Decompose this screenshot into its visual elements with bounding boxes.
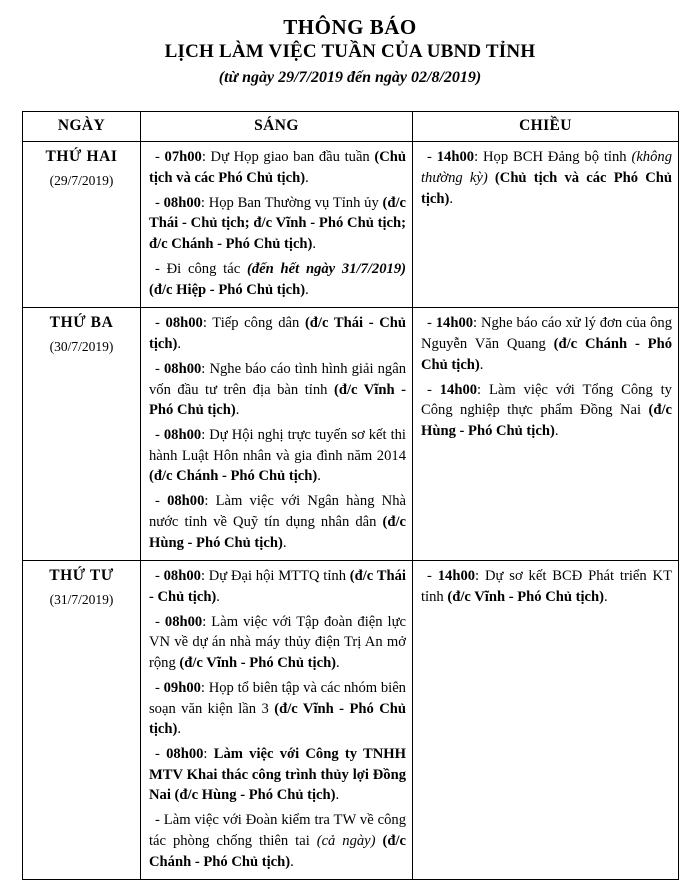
- entry-text: -: [427, 568, 438, 585]
- entry-text: .: [336, 655, 340, 672]
- entry-text: (đến hết ngày 31/7/2019): [246, 260, 406, 277]
- column-header-day: NGÀY: [23, 112, 141, 142]
- page-title: THÔNG BÁO: [283, 15, 417, 39]
- entry-text: : Họp BCH Đảng bộ tỉnh: [474, 149, 632, 166]
- entry-text: (đ/c Vĩnh - Phó Chủ tịch): [447, 588, 604, 605]
- schedule-entry: [421, 380, 672, 442]
- schedule-entry: [149, 744, 406, 806]
- entry-text: -: [155, 315, 166, 332]
- entry-text: [376, 833, 383, 849]
- schedule-entry: [149, 147, 406, 188]
- entry-text: -: [155, 149, 165, 166]
- entry-text: .: [305, 281, 309, 298]
- schedule-table: [22, 111, 679, 880]
- page-subtitle: LỊCH LÀM VIỆC TUẦN CỦA UBND TỈNH: [164, 41, 536, 63]
- entry-text: .: [335, 787, 340, 804]
- entry-text: (đ/c Thái - Chủ tịch): [149, 315, 406, 353]
- entry-text: : Làm việc với Ngân hàng Nhà nước tỉnh về Quỹ tín dụng nhân dân: [149, 493, 406, 530]
- entry-text: : Dự sơ kết BCĐ Phát triển KT tỉnh: [421, 568, 672, 605]
- entry-text: - Làm việc với Đoàn kiểm tra TW về công tác phòng chống thiên tai: [149, 812, 406, 849]
- column-header-afternoon: CHIỀU: [413, 112, 679, 142]
- entry-text: (đ/c Vĩnh - Phó Chủ tịch): [179, 655, 337, 672]
- entry-text: (đ/c Hiệp - Phó Chủ tịch): [149, 281, 306, 298]
- entry-text: .: [449, 190, 454, 207]
- day-date: (31/7/2019): [49, 591, 114, 607]
- entry-text: -: [427, 149, 437, 166]
- entry-text: : Tiếp công dân: [202, 315, 305, 332]
- schedule-entry: [149, 425, 406, 487]
- entry-text: : Nghe báo cáo tình hình giải ngân vốn đầu tư trên địa bàn tỉnh: [149, 360, 406, 398]
- entry-text: 14h00: [437, 568, 476, 585]
- table-row: [23, 308, 679, 561]
- entry-text: 08h00: [166, 746, 204, 763]
- entry-text: 14h00: [435, 315, 474, 332]
- morning-cell: [141, 142, 413, 308]
- document-header: [0, 0, 700, 89]
- entry-text: .: [479, 356, 484, 373]
- entry-text: 08h00: [163, 426, 202, 443]
- entry-text: 14h00: [439, 381, 478, 398]
- entry-text: -: [427, 315, 436, 332]
- schedule-entry: [149, 359, 406, 421]
- morning-cell: [141, 561, 413, 880]
- entry-text: .: [604, 588, 608, 605]
- day-cell: [23, 561, 141, 880]
- schedule-entry: [421, 313, 672, 375]
- entry-text: (đ/c Hùng - Phó Chủ tịch): [421, 402, 672, 439]
- entry-text: (đ/c Chánh - Phó Chủ tịch): [421, 336, 672, 373]
- day-date: (30/7/2019): [49, 338, 114, 354]
- entry-text: -: [155, 746, 167, 763]
- entry-text: (đ/c Thái - Chủ tịch): [149, 568, 406, 605]
- column-header-morning: SÁNG: [141, 112, 413, 142]
- schedule-entry: [149, 612, 406, 674]
- entry-text: : Làm việc với Tập đoàn điện lực VN về dự án nhà máy thủy điện Trị An mở rộng: [149, 613, 406, 672]
- schedule-entry: [149, 810, 406, 872]
- entry-text: 08h00: [165, 315, 203, 332]
- entry-text: (đ/c Chánh - Phó Chủ tịch): [149, 468, 318, 485]
- entry-text: .: [282, 534, 287, 551]
- entry-text: : Làm việc với Tổng Công ty Công nghiệp thực phẩm Đồng Nai: [421, 381, 672, 419]
- entry-text: .: [235, 402, 240, 419]
- entry-text: (Chủ tịch và các Phó Chủ tịch): [149, 149, 406, 187]
- entry-text: 08h00: [163, 568, 201, 585]
- entry-text: -: [427, 381, 440, 398]
- entry-text: .: [317, 468, 321, 485]
- schedule-entry: [149, 313, 406, 354]
- schedule-entry: [149, 678, 406, 740]
- entry-text: -: [155, 493, 168, 510]
- table-row: [23, 561, 679, 880]
- entry-text: .: [177, 721, 182, 738]
- date-range: (từ ngày 29/7/2019 đến ngày 02/8/2019): [218, 68, 482, 86]
- day-name: THỨ TƯ: [49, 567, 114, 585]
- entry-text: 09h00: [163, 679, 201, 696]
- entry-text: .: [305, 170, 309, 187]
- entry-text: 08h00: [163, 194, 201, 211]
- entry-text: .: [177, 336, 182, 353]
- entry-text: (đ/c Thái - Chủ tịch; đ/c Vĩnh - Phó Chủ tịch; đ/c Chánh - Phó Chủ tịch): [149, 194, 406, 253]
- schedule-entry: [421, 566, 672, 607]
- table-header: [23, 112, 679, 142]
- entry-text: : Nghe báo cáo xử lý đơn của ông Nguyễn Văn Quang: [421, 315, 672, 353]
- schedule-table-wrapper: [22, 111, 678, 880]
- entry-text: : Họp tổ biên tập và các nhóm biên soạn văn kiện lần 3: [149, 679, 406, 717]
- afternoon-cell: [413, 561, 679, 880]
- afternoon-cell: [413, 308, 679, 561]
- entry-text: : Dự Họp giao ban đầu tuần: [201, 149, 375, 166]
- table-row: [23, 142, 679, 308]
- day-name: THỨ HAI: [45, 148, 118, 166]
- entry-text: (không thường kỳ): [421, 149, 672, 187]
- entry-text: .: [312, 236, 317, 253]
- entry-text: -: [155, 360, 164, 377]
- table-body: [23, 142, 679, 880]
- entry-text: .: [216, 588, 220, 605]
- day-date: (29/7/2019): [49, 172, 114, 188]
- entry-text: (cả ngày): [316, 832, 376, 849]
- entry-text: : Dự Đại hội MTTQ tỉnh: [200, 568, 350, 585]
- entry-text: -: [155, 613, 165, 630]
- day-cell: [23, 308, 141, 561]
- entry-text: (đ/c Vĩnh - Phó Chủ tịch): [149, 381, 406, 419]
- entry-text: :: [203, 746, 214, 763]
- entry-text: 07h00: [164, 149, 202, 166]
- schedule-entry: [149, 566, 406, 607]
- entry-text: 08h00: [167, 493, 205, 510]
- entry-text: -: [155, 194, 164, 211]
- entry-text: .: [554, 422, 559, 439]
- entry-text: -: [155, 426, 164, 443]
- entry-text: -: [155, 568, 164, 585]
- entry-text: (Chủ tịch và các Phó Chủ tịch): [421, 170, 672, 207]
- entry-text: (đ/c Chánh - Phó Chủ tịch): [149, 832, 407, 870]
- afternoon-cell: [413, 142, 679, 308]
- schedule-entry: [149, 491, 406, 553]
- entry-text: (đ/c Hùng - Phó Chủ tịch): [149, 513, 406, 551]
- entry-text: - Đi công tác: [155, 260, 247, 277]
- entry-text: [488, 170, 495, 186]
- schedule-entry: [421, 147, 672, 209]
- entry-text: -: [155, 679, 164, 696]
- table-header-row: [23, 112, 679, 142]
- entry-text: 08h00: [164, 613, 203, 630]
- entry-text: : Dự Hội nghị trực tuyến sơ kết thi hành Luật Hôn nhân và gia đình năm 2014: [149, 426, 406, 464]
- entry-text: 14h00: [436, 149, 475, 166]
- entry-text: 08h00: [163, 360, 202, 377]
- entry-text: .: [290, 853, 294, 870]
- day-name: THỨ BA: [49, 314, 114, 332]
- morning-cell: [141, 308, 413, 561]
- entry-text: : Họp Ban Thường vụ Tỉnh ủy: [200, 194, 383, 211]
- day-cell: [23, 142, 141, 308]
- entry-text: (đ/c Vĩnh - Phó Chủ tịch): [149, 700, 406, 738]
- schedule-entry: [149, 193, 406, 255]
- schedule-entry: [149, 259, 406, 300]
- entry-text: Làm việc với Công ty TNHH MTV Khai thác công trình thủy lợi Đồng Nai (đ/c Hùng - Phó Chủ tịch): [149, 746, 407, 804]
